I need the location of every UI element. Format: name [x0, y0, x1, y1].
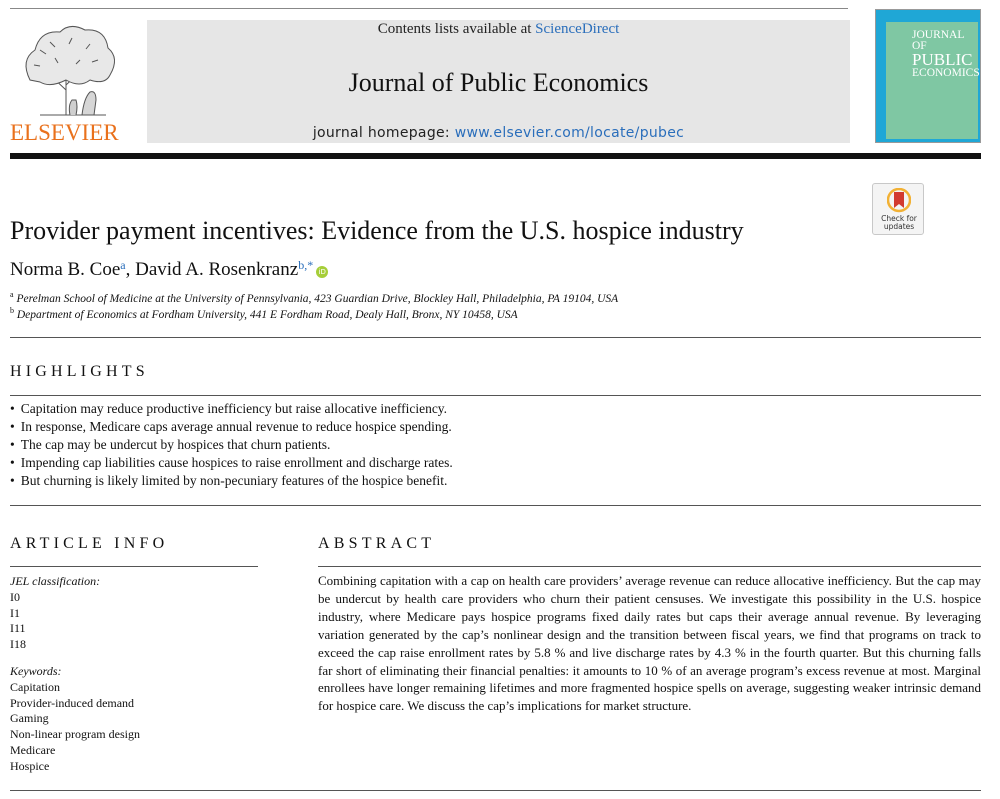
section-divider	[318, 566, 981, 567]
cover-title-line1: JOURNAL OF	[912, 29, 964, 52]
check-for-updates-label	[873, 215, 925, 231]
section-divider	[10, 395, 981, 396]
highlight-item: • Impending cap liabilities cause hospices to raise enrollment and discharge rates.	[10, 454, 981, 472]
affiliation-marker[interactable]: a	[120, 258, 126, 272]
jel-code: I0	[10, 589, 20, 604]
author-name[interactable]: David A. Rosenkranz	[135, 259, 299, 280]
journal-homepage-line	[147, 125, 850, 141]
section-divider	[10, 566, 258, 567]
keyword: Non-linear program design	[10, 727, 140, 742]
cover-title	[912, 30, 978, 79]
affiliation-b	[10, 306, 518, 321]
keyword: Provider-induced demand	[10, 695, 135, 710]
highlights-list	[10, 400, 981, 490]
keyword: Medicare	[10, 742, 56, 757]
jel-code: I18	[10, 637, 26, 652]
jel-code: I1	[10, 605, 20, 620]
journal-cover-image[interactable]	[875, 9, 981, 143]
keyword: Capitation	[10, 679, 60, 694]
journal-homepage-link[interactable]: www.elsevier.com/locate/pubec	[454, 125, 685, 141]
check-line2: updates	[883, 222, 915, 231]
highlight-item: • But churning is likely limited by non-pecuniary features of the hospice benefit.	[10, 472, 981, 490]
contents-line	[147, 21, 850, 38]
abstract-heading: ABSTRACT	[318, 535, 436, 552]
author-separator: ,	[125, 259, 136, 280]
article-info-heading: ARTICLE INFO	[10, 535, 169, 552]
elsevier-wordmark: ELSEVIER	[10, 120, 119, 145]
author-list	[10, 258, 328, 281]
abstract-text: Combining capitation with a cap on health care providers’ average revenue can reduce allocative inefficiency. But the cap may be undercut by health care providers who churn their patient censuses. We investigate this possibility in the U.S. hospice industry, where Medicare pays hospice programs fixed daily rates but caps their average annual revenue. By leveraging variation generated by the cap’s nonlinear design and the transition between fiscal years, we find that programs on track to exceed the cap raise enrollment rates by 5.8 % and live discharge rates by 4.3 % in the fourth quarter. But this churning falls far short of eliminating their financial penalties: it amounts to 10 % of an average program’s excess revenue at most. Marginal enrollees have longer remaining lifetimes and more fragmented hospice spells on average, suggesting weaker intrinsic demand for hospice care. We discuss the cap’s implications for market structure.	[318, 573, 981, 714]
keyword: Hospice	[10, 758, 50, 773]
header-thick-rule	[10, 153, 981, 159]
homepage-prefix: journal homepage:	[312, 125, 455, 141]
author-name[interactable]: Norma B. Coe	[10, 259, 121, 280]
highlight-item: • In response, Medicare caps average annual revenue to reduce hospice spending.	[10, 418, 981, 436]
orcid-icon[interactable]: iD	[316, 266, 328, 278]
affiliation-marker[interactable]: b,*	[298, 258, 314, 272]
section-divider	[10, 337, 981, 338]
section-divider	[10, 505, 981, 506]
cover-title-line3: ECONOMICS	[912, 67, 980, 79]
keywords-label: Keywords:	[10, 664, 62, 678]
affiliation-a	[10, 290, 618, 305]
affiliation-text: Department of Economics at Fordham University, 441 E Fordham Road, Dealy Hall, Bronx, NY 10458, USA	[16, 308, 518, 321]
sciencedirect-link[interactable]: ScienceDirect	[535, 21, 620, 37]
highlight-item: • Capitation may reduce productive inefficiency but raise allocative inefficiency.	[10, 400, 981, 418]
jel-classification	[10, 574, 260, 653]
jel-label: JEL classification:	[10, 574, 101, 588]
highlight-item: • The cap may be undercut by hospices that churn patients.	[10, 436, 981, 454]
affiliation-label: a	[10, 290, 14, 299]
keyword: Gaming	[10, 711, 49, 726]
cover-title-line2: PUBLIC	[912, 50, 973, 69]
section-divider	[10, 790, 981, 791]
bookmark-icon	[887, 188, 911, 214]
affiliation-text: Perelman School of Medicine at the University of Pennsylvania, 423 Guardian Drive, Blockley Hall, Philadelphia, PA 19104, USA	[16, 292, 619, 305]
affiliation-label: b	[10, 306, 14, 315]
contents-prefix: Contents lists available at	[377, 21, 536, 37]
journal-title: Journal of Public Economics	[348, 68, 649, 97]
check-line1: Check for	[881, 214, 917, 223]
jel-code: I11	[10, 621, 26, 636]
keywords	[10, 664, 260, 775]
check-for-updates-button[interactable]	[872, 183, 924, 235]
top-rule	[10, 8, 848, 9]
highlights-heading: HIGHLIGHTS	[10, 363, 149, 380]
article-title: Provider payment incentives: Evidence from the U.S. hospice industry	[10, 216, 744, 245]
